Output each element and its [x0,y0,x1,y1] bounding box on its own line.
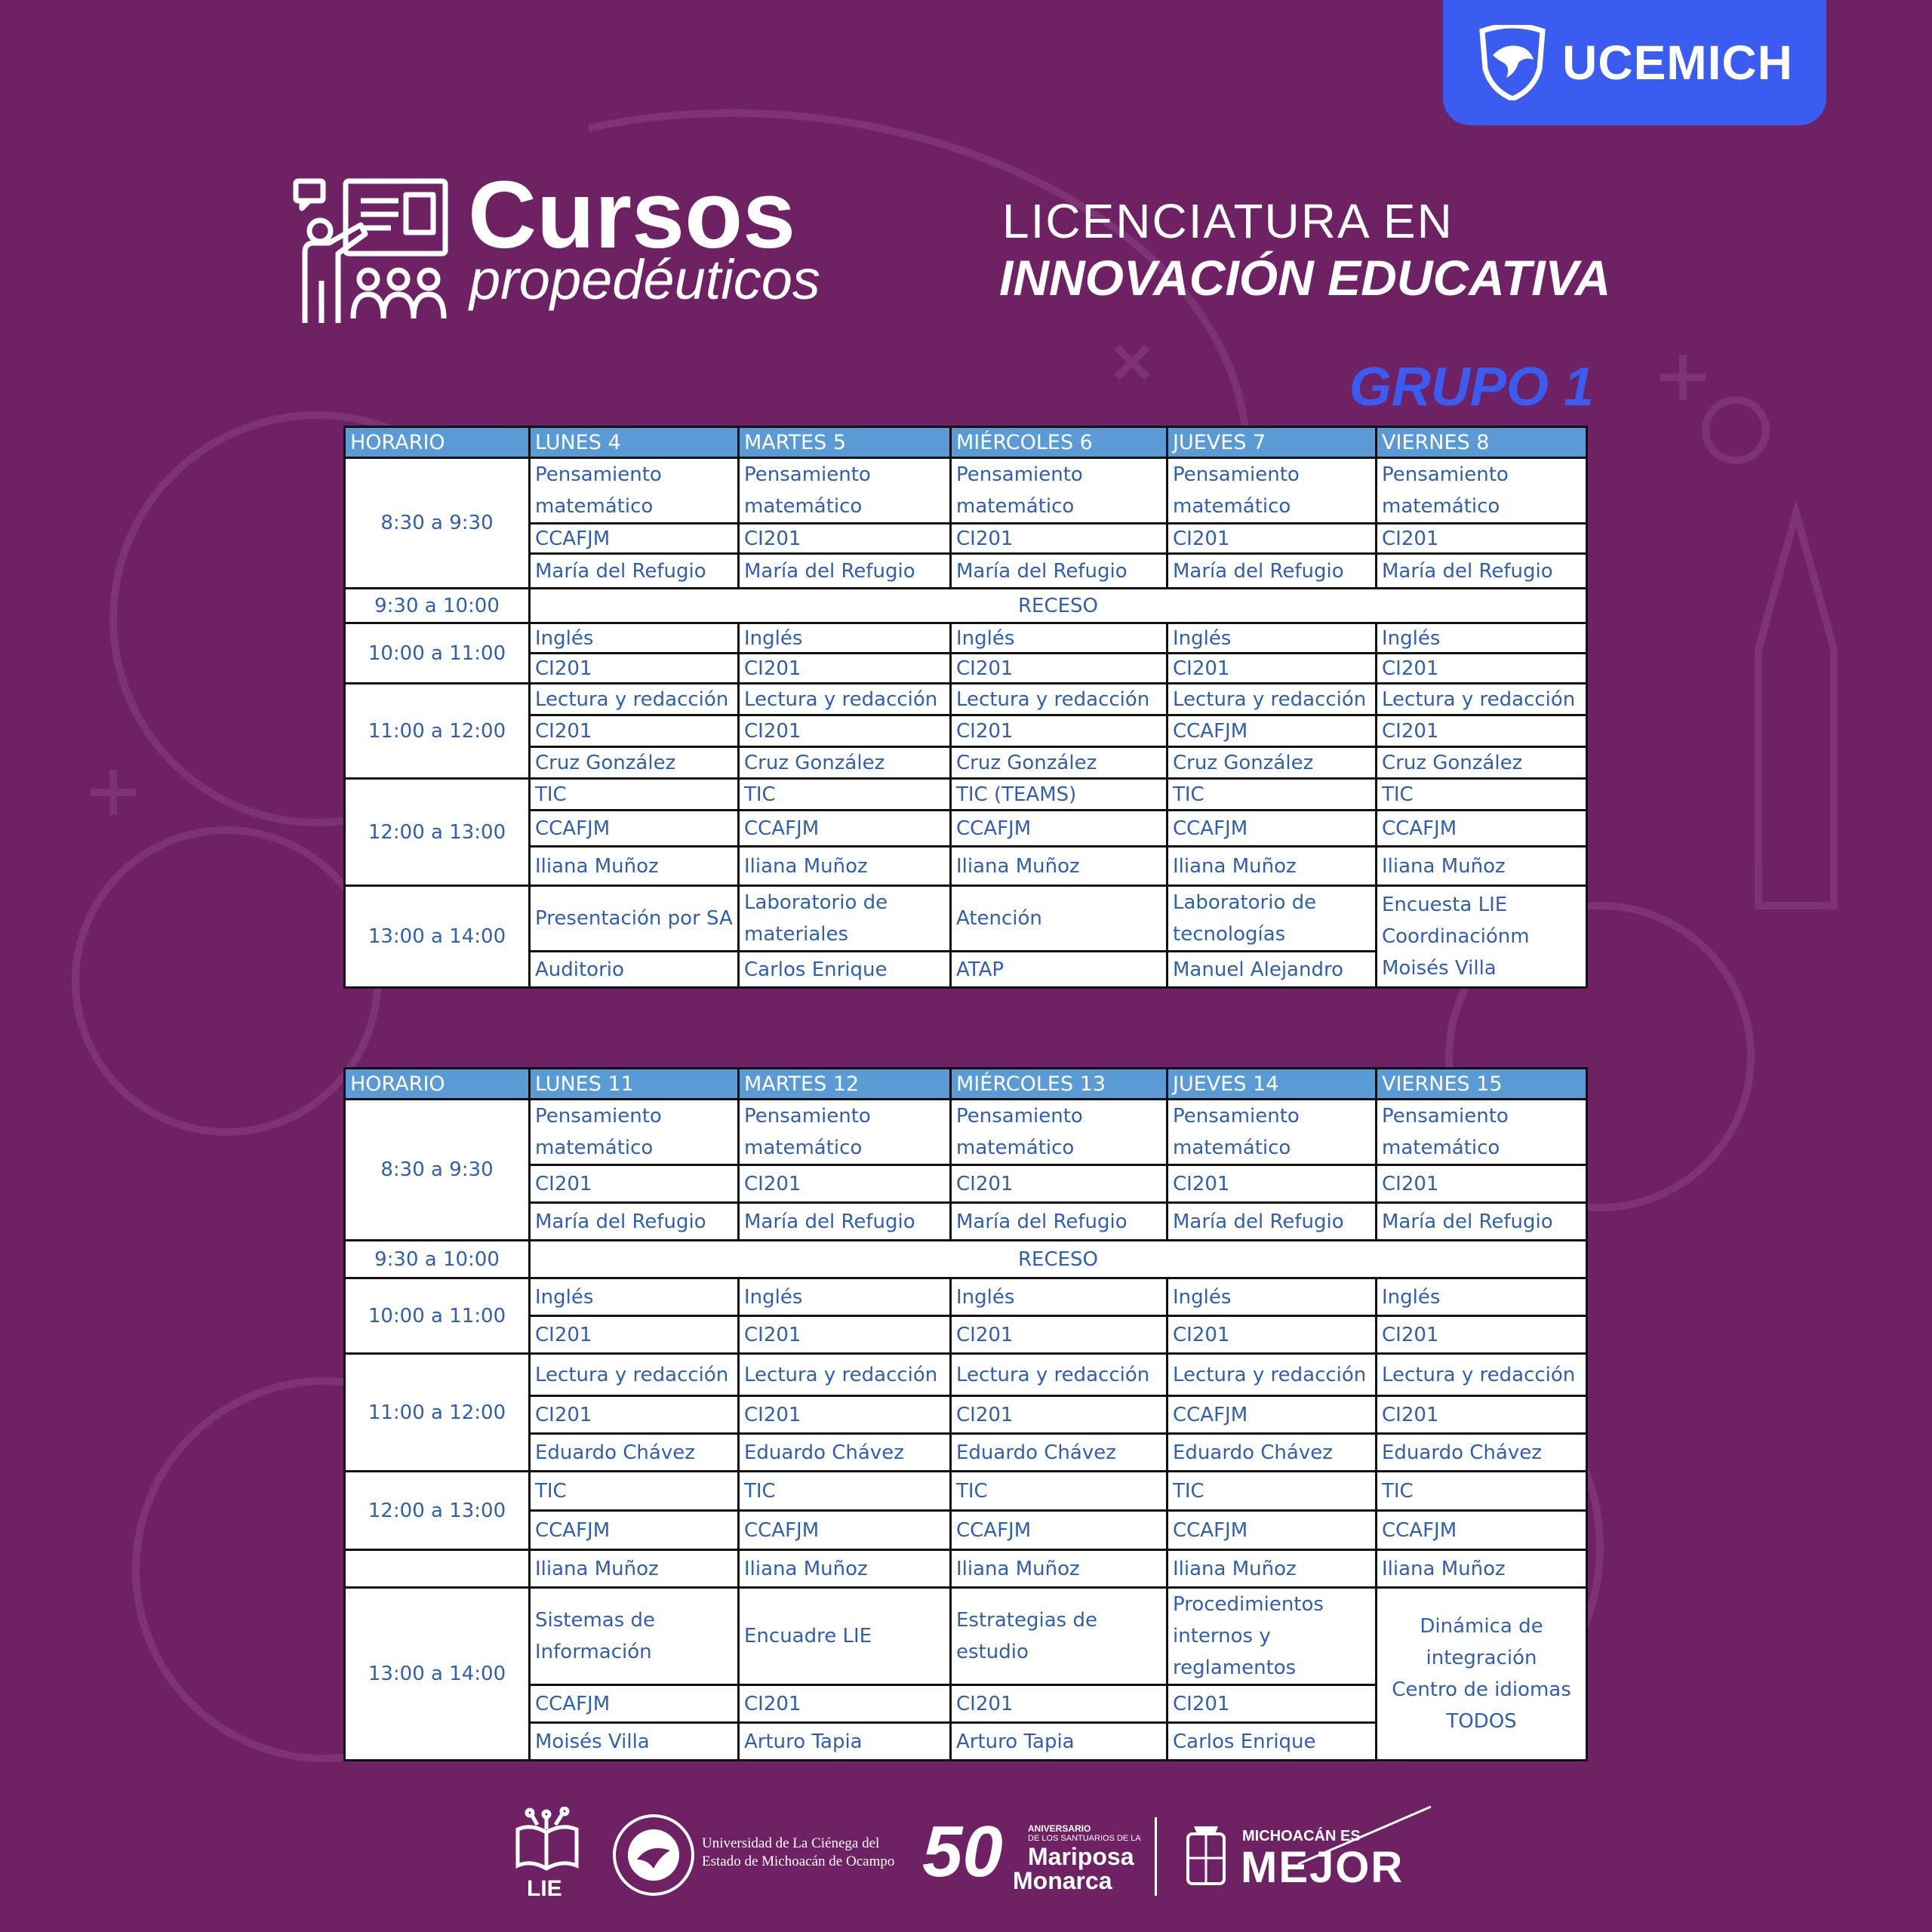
subject-cell: Encuadre LIE [739,1588,951,1685]
subject-cell: Pensamiento matemático [951,458,1168,524]
subject-cell: TIC (TEAMS) [951,779,1168,811]
teacher-cell: Iliana Muñoz [951,847,1168,886]
empty-time-cell [345,1550,530,1588]
table-row [345,458,1587,524]
table-row [345,847,1587,886]
header-cell: LUNES 4 [530,427,739,458]
subject-cell: Laboratorio de materiales [739,886,951,952]
room-cell: CI201 [1377,715,1587,747]
table-row [345,1550,1587,1588]
subtitle: propedéuticos [469,248,820,311]
break-cell: RECESO [530,1241,1587,1278]
subject-cell: Inglés [1377,1278,1587,1316]
room-cell: CI201 [739,524,951,554]
anniversary-label-2: DE LOS SANTUARIOS DE LA [1028,1834,1141,1843]
header-cell: JUEVES 14 [1168,1069,1377,1100]
teacher-cell: Eduardo Chávez [951,1434,1168,1472]
teacher-cell: Eduardo Chávez [1377,1434,1587,1472]
table-row [345,524,1587,554]
friday-line: Moisés Villa [1382,957,1497,980]
subject-cell: Pensamiento matemático [739,458,951,524]
subject-cell: Lectura y redacción [1168,1354,1377,1396]
room-cell: CI201 [951,524,1168,554]
room-cell: CCAFJM [951,1511,1168,1550]
table-row [345,589,1587,623]
subject-cell: Procedimientos internos y reglamentos [1168,1588,1377,1685]
friday-line: Centro de idiomas [1392,1678,1571,1701]
room-cell: CI201 [530,1165,739,1203]
friday-activity-cell [1377,886,1587,988]
room-cell: CI201 [530,1396,739,1434]
teacher-cell: Iliana Muñoz [739,1550,951,1588]
room-cell: CCAFJM [951,811,1168,847]
anniversary-number: 50 [922,1811,1003,1892]
university-seal-icon [611,1813,696,1897]
time-cell: 11:00 a 12:00 [345,1354,530,1472]
footer-divider [1155,1817,1157,1896]
table-row [345,1588,1587,1685]
state-slogan-line-2: MEJOR [1241,1843,1404,1892]
table-row [345,779,1587,811]
cable-car-icon [1298,1804,1434,1887]
teacher-cell: Iliana Muñoz [1168,847,1377,886]
header-cell: MIÉRCOLES 13 [951,1069,1168,1100]
table-row [345,654,1587,684]
header-cell: MARTES 12 [739,1069,951,1100]
room-cell: CI201 [739,1685,951,1723]
header-cell: JUEVES 7 [1168,427,1377,458]
subject-cell: TIC [1377,779,1587,811]
room-cell: CI201 [1168,1165,1377,1203]
table-header-row [345,427,1587,458]
room-cell: CI201 [739,1165,951,1203]
career-line-2: INNOVACIÓN EDUCATIVA [999,250,1611,306]
room-cell: CCAFJM [1168,715,1377,747]
subject-cell: Pensamiento matemático [1168,1100,1377,1165]
subject-cell: Inglés [739,623,951,654]
teacher-cell: Moisés Villa [530,1723,739,1761]
teacher-cell: Iliana Muñoz [1377,1550,1587,1588]
subject-cell: TIC [951,1472,1168,1511]
teacher-cell: Iliana Muñoz [1168,1550,1377,1588]
subject-cell: Lectura y redacción [951,684,1168,715]
subject-cell: Laboratorio de tecnologías [1168,886,1377,952]
room-cell: CI201 [951,1165,1168,1203]
time-cell: 12:00 a 13:00 [345,779,530,886]
teacher-cell: Iliana Muñoz [1377,847,1587,886]
teacher-cell: María del Refugio [739,1203,951,1241]
time-cell: 12:00 a 13:00 [345,1472,530,1550]
room-cell: CCAFJM [530,1685,739,1723]
university-name-line-1: Universidad de La Ciénega del [702,1835,880,1851]
room-cell: CI201 [951,1396,1168,1434]
subject-cell: Inglés [951,1278,1168,1316]
table-row [345,1511,1587,1550]
subject-cell: Inglés [1168,623,1377,654]
subject-cell: Inglés [951,623,1168,654]
subject-cell: Lectura y redacción [530,1354,739,1396]
room-cell: CCAFJM [530,811,739,847]
room-cell: CCAFJM [1377,1511,1587,1550]
brand-name: UCEMICH [1562,35,1793,90]
table-row [345,747,1587,779]
subject-cell: TIC [739,1472,951,1511]
table-row [345,684,1587,715]
group-label: GRUPO 1 [1349,357,1594,417]
subject-cell: Inglés [739,1278,951,1316]
table-row [345,623,1587,654]
subject-cell: Inglés [1168,1278,1377,1316]
table-row [345,1278,1587,1316]
teacher-cell: María del Refugio [951,554,1168,589]
schedule-table-week-2 [343,1067,1588,1761]
teacher-cell: Iliana Muñoz [530,847,739,886]
schedule-table-week-1 [343,426,1588,989]
break-cell: RECESO [530,589,1587,623]
room-cell: Auditorio [530,952,739,988]
teacher-cell: Eduardo Chávez [1168,1434,1377,1472]
subject-cell: Lectura y redacción [1168,684,1377,715]
teacher-cell: Eduardo Chávez [530,1434,739,1472]
table-row [345,1100,1587,1165]
subject-cell: Pensamiento matemático [530,1100,739,1165]
subject-cell: TIC [1168,1472,1377,1511]
room-cell: CCAFJM [530,524,739,554]
time-cell: 8:30 a 9:30 [345,1100,530,1241]
lie-book-icon [513,1807,581,1875]
subject-cell: Inglés [530,623,739,654]
table-row [345,715,1587,747]
table-header-row [345,1069,1587,1100]
subject-cell: Atención [951,886,1168,952]
friday-activity-cell [1377,1588,1587,1761]
header-cell: MIÉRCOLES 6 [951,427,1168,458]
room-cell: CI201 [1168,654,1377,684]
room-cell: CI201 [1377,654,1587,684]
room-cell: CI201 [739,1396,951,1434]
room-cell: CI201 [951,715,1168,747]
header-cell: HORARIO [345,1069,530,1100]
room-cell: ATAP [951,952,1168,988]
room-cell: CI201 [1168,524,1377,554]
room-cell: CCAFJM [1377,811,1587,847]
teacher-cell: María del Refugio [1377,1203,1587,1241]
teacher-cell: Cruz González [530,747,739,779]
room-cell: CI201 [951,1685,1168,1723]
table-row [345,1434,1587,1472]
time-cell: 9:30 a 10:00 [345,1241,530,1278]
room-cell: CI201 [739,654,951,684]
room-cell: CI201 [530,715,739,747]
room-cell: CI201 [530,1316,739,1354]
room-cell: CI201 [1377,1396,1587,1434]
time-cell: 11:00 a 12:00 [345,684,530,779]
teacher-cell: Arturo Tapia [951,1723,1168,1761]
room-cell: Manuel Alejandro [1168,952,1377,988]
anniversary-label: ANIVERSARIO [1028,1823,1091,1834]
lie-label: LIE [527,1876,562,1901]
teacher-cell: Carlos Enrique [1168,1723,1377,1761]
header-cell: HORARIO [345,427,530,458]
subject-cell: Pensamiento matemático [1168,458,1377,524]
subject-cell: Pensamiento matemático [739,1100,951,1165]
subject-cell: Inglés [1377,623,1587,654]
table-row [345,1165,1587,1203]
room-cell: CI201 [739,1316,951,1354]
room-cell: CI201 [1168,1316,1377,1354]
table-row [345,886,1587,952]
friday-line: Dinámica de integración [1420,1615,1543,1669]
subject-cell: Estrategias de estudio [951,1588,1168,1685]
header-cell: VIERNES 8 [1377,427,1587,458]
room-cell: CCAFJM [1168,1396,1377,1434]
time-cell: 10:00 a 11:00 [345,623,530,684]
table-row [345,1316,1587,1354]
teacher-cell: Iliana Muñoz [951,1550,1168,1588]
subject-cell: Pensamiento matemático [530,458,739,524]
time-cell: 13:00 a 14:00 [345,886,530,988]
teacher-classroom-icon [293,175,451,326]
friday-line: TODOS [1446,1710,1517,1733]
university-name-line-2: Estado de Michoacán de Ocampo [702,1854,895,1869]
pelican-shield-icon [1476,25,1549,100]
room-cell: CI201 [1377,1316,1587,1354]
teacher-cell: Iliana Muñoz [530,1550,739,1588]
subject-cell: Inglés [530,1278,739,1316]
header-cell: MARTES 5 [739,427,951,458]
state-crest-icon [1185,1823,1227,1888]
room-cell: CCAFJM [739,811,951,847]
room-cell: Carlos Enrique [739,952,951,988]
room-cell: CI201 [1377,1165,1587,1203]
monarca-label: Monarca [1013,1867,1112,1894]
teacher-cell: María del Refugio [1168,1203,1377,1241]
table-row [345,1241,1587,1278]
career-line-1: LICENCIATURA EN [1002,194,1454,248]
room-cell: CCAFJM [1168,1511,1377,1550]
room-cell: CI201 [1377,524,1587,554]
subject-cell: Lectura y redacción [530,684,739,715]
room-cell: CI201 [1168,1685,1377,1723]
teacher-cell: María del Refugio [1168,554,1377,589]
time-cell: 8:30 a 9:30 [345,458,530,589]
footer-logos [0,1804,1932,1909]
time-cell: 9:30 a 10:00 [345,589,530,623]
state-slogan-line-1: MICHOACÁN ES [1242,1828,1361,1844]
subject-cell: TIC [1377,1472,1587,1511]
teacher-cell: Cruz González [739,747,951,779]
subject-cell: Lectura y redacción [739,1354,951,1396]
title: Cursos [468,162,796,268]
friday-line: Coordinaciónm [1382,925,1530,948]
teacher-cell: Cruz González [1168,747,1377,779]
teacher-cell: María del Refugio [1377,554,1587,589]
subject-cell: TIC [739,779,951,811]
subject-cell: Presentación por SA [530,886,739,952]
subject-cell: TIC [1168,779,1377,811]
table-row [345,1472,1587,1511]
time-cell: 13:00 a 14:00 [345,1588,530,1761]
subject-cell: Pensamiento matemático [951,1100,1168,1165]
table-row [345,1354,1587,1396]
teacher-cell: Cruz González [951,747,1168,779]
room-cell: CI201 [951,1316,1168,1354]
friday-line: Encuesta LIE [1382,894,1508,916]
table-row [345,1396,1587,1434]
room-cell: CI201 [530,654,739,684]
room-cell: CI201 [739,715,951,747]
table-row [345,811,1587,847]
ucemich-badge[interactable] [1443,0,1826,125]
subject-cell: Lectura y redacción [951,1354,1168,1396]
header-cell: LUNES 11 [530,1069,739,1100]
teacher-cell: María del Refugio [530,1203,739,1241]
teacher-cell: María del Refugio [951,1203,1168,1241]
teacher-cell: Arturo Tapia [739,1723,951,1761]
teacher-cell: Cruz González [1377,747,1587,779]
teacher-cell: María del Refugio [530,554,739,589]
subject-cell: Lectura y redacción [1377,684,1587,715]
subject-cell: Lectura y redacción [739,684,951,715]
header-cell: VIERNES 15 [1377,1069,1587,1100]
room-cell: CCAFJM [739,1511,951,1550]
teacher-cell: Eduardo Chávez [739,1434,951,1472]
table-row [345,554,1587,589]
subject-cell: Lectura y redacción [1377,1354,1587,1396]
mariposa-label: Mariposa [1028,1843,1134,1870]
room-cell: CI201 [951,654,1168,684]
subject-cell: Pensamiento matemático [1377,1100,1587,1165]
subject-cell: TIC [530,779,739,811]
time-cell: 10:00 a 11:00 [345,1278,530,1354]
teacher-cell: María del Refugio [739,554,951,589]
subject-cell: Pensamiento matemático [1377,458,1587,524]
room-cell: CCAFJM [1168,811,1377,847]
table-row [345,1203,1587,1241]
subject-cell: TIC [530,1472,739,1511]
room-cell: CCAFJM [530,1511,739,1550]
teacher-cell: Iliana Muñoz [739,847,951,886]
subject-cell: Sistemas de Información [530,1588,739,1685]
